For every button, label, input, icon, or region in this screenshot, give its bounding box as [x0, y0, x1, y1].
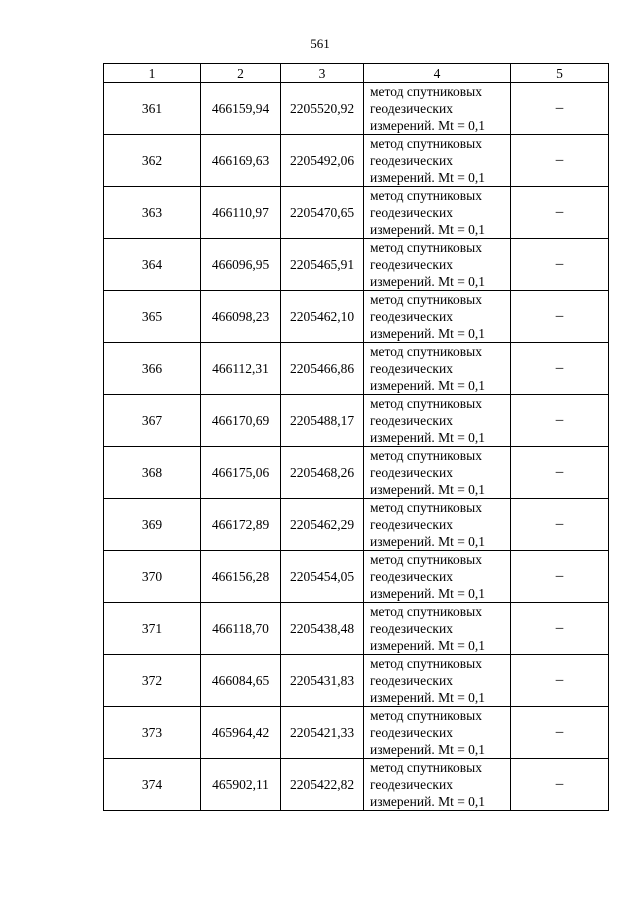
- point-number-cell: 367: [104, 395, 201, 447]
- x-coordinate-cell: 466098,23: [201, 291, 281, 343]
- point-number-cell: 365: [104, 291, 201, 343]
- note-cell: –: [511, 551, 609, 603]
- point-number-cell: 368: [104, 447, 201, 499]
- table-row: [104, 447, 609, 499]
- x-coordinate-cell: 466096,95: [201, 239, 281, 291]
- y-coordinate-cell: 2205465,91: [281, 239, 364, 291]
- page-number: 561: [310, 36, 330, 51]
- y-coordinate-cell: 2205462,10: [281, 291, 364, 343]
- table-row: [104, 291, 609, 343]
- table-row: [104, 551, 609, 603]
- y-coordinate-cell: 2205438,48: [281, 603, 364, 655]
- point-number-cell: 372: [104, 655, 201, 707]
- note-cell: –: [511, 447, 609, 499]
- method-line: геодезических: [370, 673, 453, 688]
- method-line: измерений. Mt = 0,1: [370, 170, 486, 185]
- method-cell: [364, 759, 511, 811]
- method-line: геодезических: [370, 205, 453, 220]
- method-line: измерений. Mt = 0,1: [370, 378, 486, 393]
- method-line: метод спутниковых: [370, 136, 482, 151]
- point-number-cell: 361: [104, 83, 201, 135]
- method-cell: [364, 291, 511, 343]
- note-cell: –: [511, 187, 609, 239]
- y-coordinate-cell: 2205431,83: [281, 655, 364, 707]
- x-coordinate-cell: 466159,94: [201, 83, 281, 135]
- note-cell: –: [511, 291, 609, 343]
- method-line: геодезических: [370, 101, 453, 116]
- table-row: [104, 135, 609, 187]
- method-line: геодезических: [370, 777, 453, 792]
- method-line: измерений. Mt = 0,1: [370, 222, 486, 237]
- method-line: метод спутниковых: [370, 604, 482, 619]
- method-line: измерений. Mt = 0,1: [370, 690, 486, 705]
- note-cell: –: [511, 395, 609, 447]
- y-coordinate-cell: 2205520,92: [281, 83, 364, 135]
- method-line: измерений. Mt = 0,1: [370, 482, 486, 497]
- table-body: [104, 83, 609, 811]
- method-line: геодезических: [370, 465, 453, 480]
- method-line: измерений. Mt = 0,1: [370, 742, 486, 757]
- method-line: измерений. Mt = 0,1: [370, 430, 486, 445]
- method-cell: [364, 395, 511, 447]
- note-cell: –: [511, 603, 609, 655]
- point-number-cell: 363: [104, 187, 201, 239]
- method-line: геодезических: [370, 725, 453, 740]
- method-line: метод спутниковых: [370, 344, 482, 359]
- method-cell: [364, 447, 511, 499]
- point-number-cell: 370: [104, 551, 201, 603]
- method-line: метод спутниковых: [370, 552, 482, 567]
- point-number-cell: 369: [104, 499, 201, 551]
- note-cell: –: [511, 239, 609, 291]
- point-number-cell: 371: [104, 603, 201, 655]
- method-line: измерений. Mt = 0,1: [370, 586, 486, 601]
- table-row: [104, 83, 609, 135]
- table-row: [104, 655, 609, 707]
- x-coordinate-cell: 465902,11: [201, 759, 281, 811]
- x-coordinate-cell: 466170,69: [201, 395, 281, 447]
- method-line: метод спутниковых: [370, 448, 482, 463]
- column-header-3: 3: [281, 64, 364, 83]
- method-cell: [364, 83, 511, 135]
- column-header-2: 2: [201, 64, 281, 83]
- note-cell: –: [511, 343, 609, 395]
- method-line: геодезических: [370, 309, 453, 324]
- method-cell: [364, 551, 511, 603]
- point-number-cell: 366: [104, 343, 201, 395]
- method-line: измерений. Mt = 0,1: [370, 638, 486, 653]
- method-cell: [364, 135, 511, 187]
- method-line: метод спутниковых: [370, 292, 482, 307]
- y-coordinate-cell: 2205462,29: [281, 499, 364, 551]
- table-row: [104, 707, 609, 759]
- method-line: метод спутниковых: [370, 188, 482, 203]
- column-header-4: 4: [364, 64, 511, 83]
- point-number-cell: 373: [104, 707, 201, 759]
- note-cell: –: [511, 499, 609, 551]
- method-line: геодезических: [370, 413, 453, 428]
- method-line: метод спутниковых: [370, 84, 482, 99]
- x-coordinate-cell: 466084,65: [201, 655, 281, 707]
- method-line: измерений. Mt = 0,1: [370, 326, 486, 341]
- method-line: измерений. Mt = 0,1: [370, 794, 486, 809]
- method-line: геодезических: [370, 361, 453, 376]
- point-number-cell: 374: [104, 759, 201, 811]
- method-line: измерений. Mt = 0,1: [370, 118, 486, 133]
- x-coordinate-cell: 465964,42: [201, 707, 281, 759]
- y-coordinate-cell: 2205470,65: [281, 187, 364, 239]
- column-header-5: 5: [511, 64, 609, 83]
- note-cell: –: [511, 135, 609, 187]
- x-coordinate-cell: 466172,89: [201, 499, 281, 551]
- method-line: геодезических: [370, 517, 453, 532]
- method-cell: [364, 707, 511, 759]
- note-cell: –: [511, 759, 609, 811]
- x-coordinate-cell: 466112,31: [201, 343, 281, 395]
- y-coordinate-cell: 2205422,82: [281, 759, 364, 811]
- method-cell: [364, 239, 511, 291]
- method-line: измерений. Mt = 0,1: [370, 274, 486, 289]
- note-cell: –: [511, 707, 609, 759]
- method-line: геодезических: [370, 621, 453, 636]
- y-coordinate-cell: 2205466,86: [281, 343, 364, 395]
- method-line: метод спутниковых: [370, 708, 482, 723]
- point-number-cell: 364: [104, 239, 201, 291]
- table-row: [104, 343, 609, 395]
- method-line: измерений. Mt = 0,1: [370, 534, 486, 549]
- y-coordinate-cell: 2205488,17: [281, 395, 364, 447]
- y-coordinate-cell: 2205492,06: [281, 135, 364, 187]
- column-header-1: 1: [104, 64, 201, 83]
- method-line: метод спутниковых: [370, 760, 482, 775]
- point-number-cell: 362: [104, 135, 201, 187]
- note-cell: –: [511, 83, 609, 135]
- method-line: метод спутниковых: [370, 240, 482, 255]
- y-coordinate-cell: 2205468,26: [281, 447, 364, 499]
- coordinates-table: [103, 63, 609, 811]
- x-coordinate-cell: 466110,97: [201, 187, 281, 239]
- method-line: метод спутниковых: [370, 656, 482, 671]
- method-cell: [364, 655, 511, 707]
- method-cell: [364, 343, 511, 395]
- x-coordinate-cell: 466156,28: [201, 551, 281, 603]
- method-cell: [364, 499, 511, 551]
- header-row: [104, 64, 609, 83]
- method-line: геодезических: [370, 569, 453, 584]
- table-row: [104, 395, 609, 447]
- method-line: метод спутниковых: [370, 396, 482, 411]
- y-coordinate-cell: 2205421,33: [281, 707, 364, 759]
- note-cell: –: [511, 655, 609, 707]
- table-row: [104, 499, 609, 551]
- table-row: [104, 603, 609, 655]
- x-coordinate-cell: 466118,70: [201, 603, 281, 655]
- table-row: [104, 759, 609, 811]
- method-line: геодезических: [370, 153, 453, 168]
- x-coordinate-cell: 466175,06: [201, 447, 281, 499]
- y-coordinate-cell: 2205454,05: [281, 551, 364, 603]
- method-line: геодезических: [370, 257, 453, 272]
- method-cell: [364, 187, 511, 239]
- x-coordinate-cell: 466169,63: [201, 135, 281, 187]
- method-cell: [364, 603, 511, 655]
- method-line: метод спутниковых: [370, 500, 482, 515]
- table-row: [104, 187, 609, 239]
- table-row: [104, 239, 609, 291]
